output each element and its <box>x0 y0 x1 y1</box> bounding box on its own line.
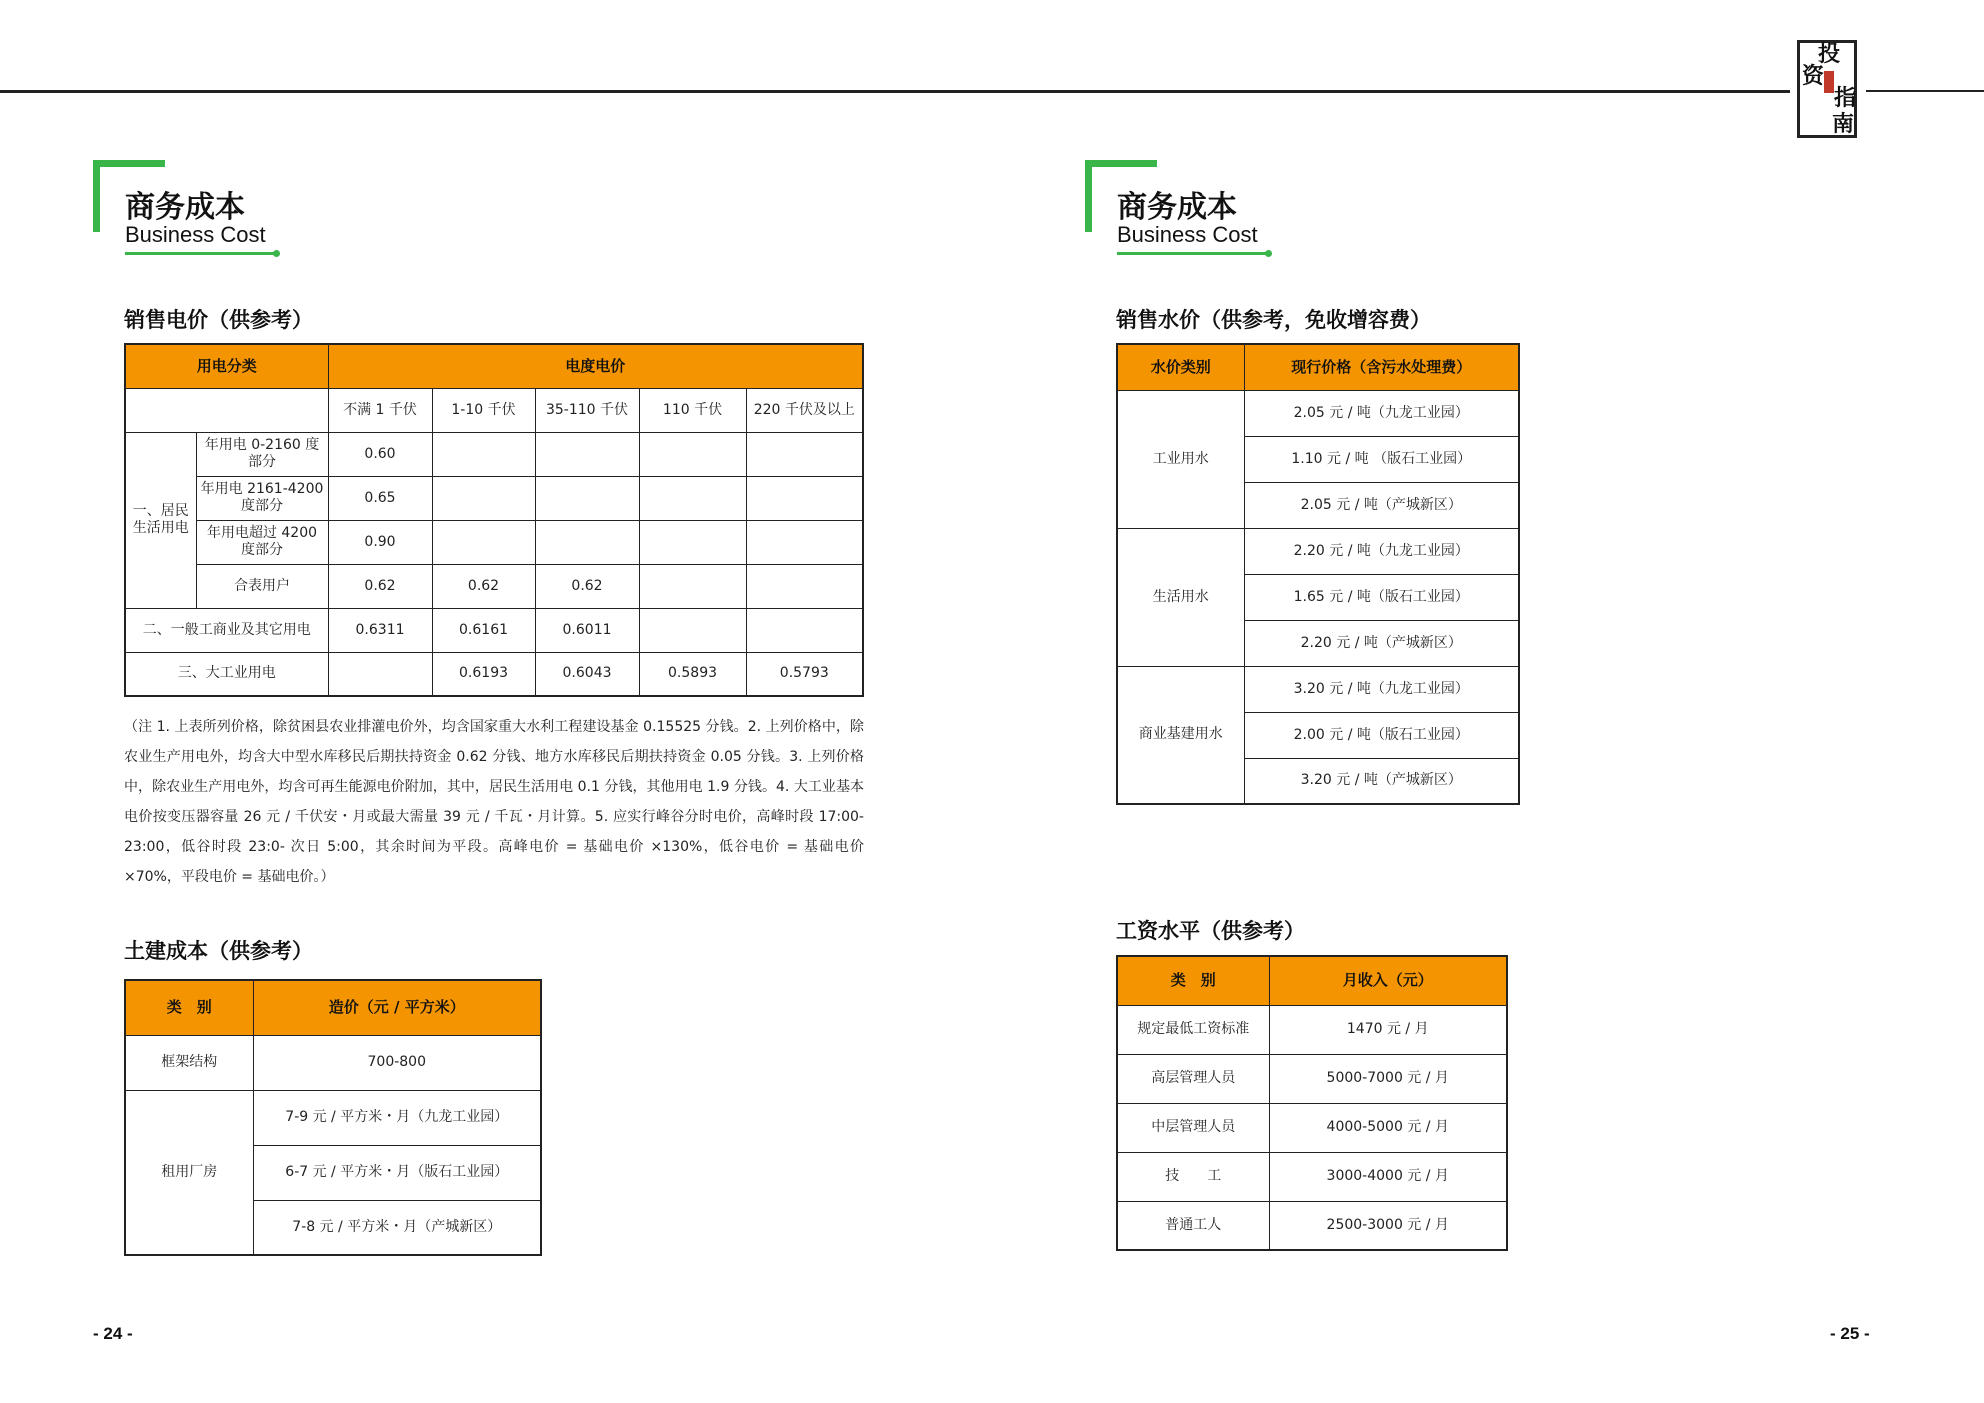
price-cell <box>746 564 863 608</box>
construction-table <box>124 979 542 1256</box>
industrial-label: 三、大工业用电 <box>125 652 328 696</box>
header-price: 电度电价 <box>328 344 863 388</box>
price-cell: 0.6011 <box>535 608 639 652</box>
wage-table <box>1116 955 1508 1251</box>
wage-value: 4000-5000 元 / 月 <box>1269 1103 1507 1152</box>
voltage-label: 220 千伏及以上 <box>746 388 863 432</box>
title-underline <box>125 252 275 255</box>
frame-value: 700-800 <box>253 1035 541 1090</box>
water-price: 2.00 元 / 吨（版石工业园） <box>1244 712 1519 758</box>
section-title-en: Business Cost <box>125 222 266 247</box>
price-cell: 0.65 <box>328 476 432 520</box>
wage-label: 技 工 <box>1117 1152 1269 1201</box>
section-title-zh: 商务成本 <box>1117 190 1237 225</box>
seal-red-bar <box>1824 71 1834 93</box>
tier-label: 年用电超过 4200 度部分 <box>196 520 328 564</box>
price-cell <box>746 520 863 564</box>
seal-logo <box>1797 40 1857 138</box>
price-cell <box>746 608 863 652</box>
water-group-label: 生活用水 <box>1117 528 1244 666</box>
price-cell: 0.62 <box>432 564 535 608</box>
wage-value: 5000-7000 元 / 月 <box>1269 1054 1507 1103</box>
water-price: 2.05 元 / 吨（九龙工业园） <box>1244 390 1519 436</box>
rent-value: 7-8 元 / 平方米・月（产城新区） <box>253 1200 541 1255</box>
page-number-right: - 25 - <box>1830 1324 1870 1343</box>
voltage-label: 1-10 千伏 <box>432 388 535 432</box>
wage-label: 中层管理人员 <box>1117 1103 1269 1152</box>
price-cell: 0.5893 <box>639 652 746 696</box>
section-title-zh: 商务成本 <box>125 190 245 225</box>
price-cell <box>639 476 746 520</box>
wage-label: 普通工人 <box>1117 1201 1269 1250</box>
price-cell: 0.6161 <box>432 608 535 652</box>
voltage-blank <box>125 388 328 432</box>
water-price: 1.10 元 / 吨 （版石工业园） <box>1244 436 1519 482</box>
rent-value: 6-7 元 / 平方米・月（版石工业园） <box>253 1145 541 1200</box>
water-table <box>1116 343 1520 805</box>
seal-char-2: 资 <box>1802 63 1825 89</box>
price-cell <box>432 520 535 564</box>
section-title-en: Business Cost <box>1117 222 1258 247</box>
price-cell <box>639 432 746 476</box>
wage-value: 3000-4000 元 / 月 <box>1269 1152 1507 1201</box>
price-cell <box>639 608 746 652</box>
tier-label: 年用电 2161-4200 度部分 <box>196 476 328 520</box>
general-label: 二、一般工商业及其它用电 <box>125 608 328 652</box>
price-cell <box>432 476 535 520</box>
water-price: 1.65 元 / 吨（版石工业园） <box>1244 574 1519 620</box>
price-cell <box>535 520 639 564</box>
voltage-label: 110 千伏 <box>639 388 746 432</box>
price-cell: 0.90 <box>328 520 432 564</box>
header-water-type: 水价类别 <box>1117 344 1244 390</box>
price-cell: 0.6043 <box>535 652 639 696</box>
header-type: 类 别 <box>125 980 253 1035</box>
seal-char-4: 南 <box>1832 111 1855 137</box>
page-number-left: - 24 - <box>93 1324 133 1343</box>
price-cell <box>535 432 639 476</box>
electricity-table <box>124 343 864 697</box>
price-cell: 0.6311 <box>328 608 432 652</box>
frame-label: 框架结构 <box>125 1035 253 1090</box>
underline-dot <box>1265 250 1272 257</box>
water-price: 3.20 元 / 吨（九龙工业园） <box>1244 666 1519 712</box>
top-rule-right <box>1866 90 1984 92</box>
water-group-label: 商业基建用水 <box>1117 666 1244 804</box>
tier-label: 年用电 0-2160 度部分 <box>196 432 328 476</box>
price-cell <box>535 476 639 520</box>
price-cell: 0.6193 <box>432 652 535 696</box>
wage-value: 1470 元 / 月 <box>1269 1005 1507 1054</box>
water-price: 2.20 元 / 吨（九龙工业园） <box>1244 528 1519 574</box>
water-title: 销售水价（供参考，免收增容费） <box>1116 307 1431 332</box>
residential-label: 一、居民生活用电 <box>125 432 196 608</box>
header-category: 用电分类 <box>125 344 328 388</box>
wage-value: 2500-3000 元 / 月 <box>1269 1201 1507 1250</box>
header-wage-type: 类 别 <box>1117 956 1269 1005</box>
price-cell <box>746 476 863 520</box>
top-rule-left <box>0 90 1790 93</box>
header-income: 月收入（元） <box>1269 956 1507 1005</box>
rent-value: 7-9 元 / 平方米・月（九龙工业园） <box>253 1090 541 1145</box>
rent-label: 租用厂房 <box>125 1090 253 1255</box>
header-water-price: 现行价格（含污水处理费） <box>1244 344 1519 390</box>
header-cost: 造价（元 / 平方米） <box>253 980 541 1035</box>
electricity-title: 销售电价（供参考） <box>124 307 313 332</box>
price-cell: 0.5793 <box>746 652 863 696</box>
price-cell <box>639 564 746 608</box>
water-price: 3.20 元 / 吨（产城新区） <box>1244 758 1519 804</box>
wage-label: 高层管理人员 <box>1117 1054 1269 1103</box>
voltage-label: 不满 1 千伏 <box>328 388 432 432</box>
voltage-label: 35-110 千伏 <box>535 388 639 432</box>
underline-dot <box>273 250 280 257</box>
price-cell: 0.60 <box>328 432 432 476</box>
water-price: 2.05 元 / 吨（产城新区） <box>1244 482 1519 528</box>
title-underline <box>1117 252 1267 255</box>
wage-label: 规定最低工资标准 <box>1117 1005 1269 1054</box>
price-cell <box>432 432 535 476</box>
construction-title: 土建成本（供参考） <box>124 938 313 963</box>
electricity-note: （注 1. 上表所列价格，除贫困县农业排灌电价外，均含国家重大水利工程建设基金 0.15525 分钱。2. 上列价格中，除农业生产用电外，均含大中型水库移民后期扶持资金 0.62 分钱、地方水库移民后期扶持资金 0.05 分钱。3. 上列价格中，除农业生产用电外，均含可再生能源电价附加，其中，居民生活用电 0.1 分钱，其他用电 1.9 分钱。4. 大工业基本电价按变压器容量 26 元 / 千伏安・月或最大需量 39 元 / 千瓦・月计算。5. 应实行峰谷分时电价，高峰时段 17:00-23:00，低谷时段 23:0- 次日 5:00，其余时间为平段。高峰电价 = 基础电价 ×130%，低谷电价 = 基础电价 ×70%，平段电价 = 基础电价。） <box>124 719 864 885</box>
water-group-label: 工业用水 <box>1117 390 1244 528</box>
price-cell: 0.62 <box>328 564 432 608</box>
wage-title: 工资水平（供参考） <box>1116 918 1305 943</box>
tier-label: 合表用户 <box>196 564 328 608</box>
price-cell <box>328 652 432 696</box>
price-cell <box>639 520 746 564</box>
seal-char-1: 投 <box>1818 41 1841 67</box>
seal-char-3: 指 <box>1834 85 1857 111</box>
price-cell: 0.62 <box>535 564 639 608</box>
water-price: 2.20 元 / 吨（产城新区） <box>1244 620 1519 666</box>
price-cell <box>746 432 863 476</box>
